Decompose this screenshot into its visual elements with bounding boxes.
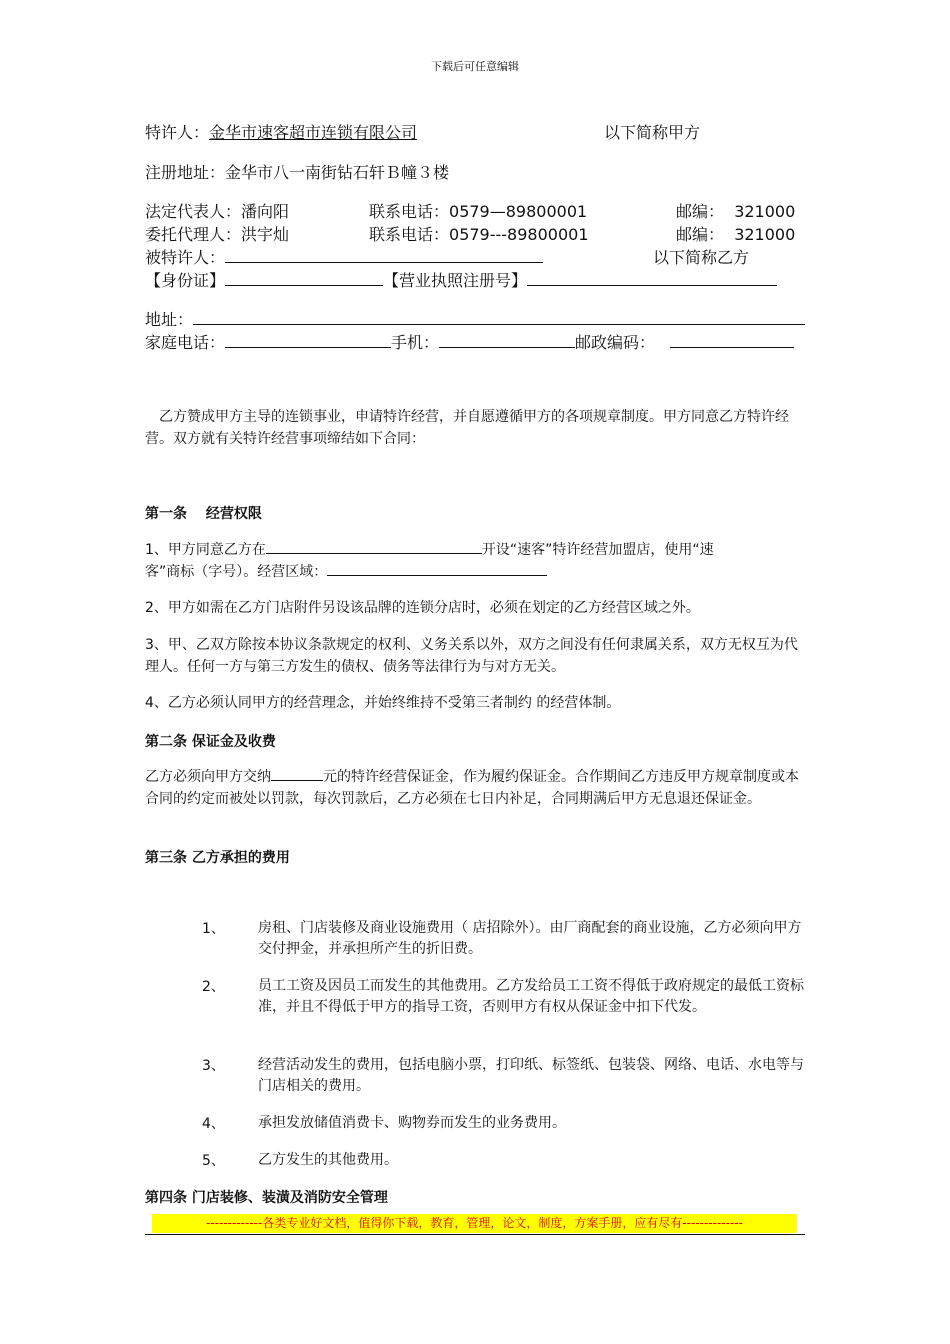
article1-p4: 4、乙方必须认同甲方的经营理念，并始终维持不受第三者制约 的经营体制。 [145,695,621,711]
agent-zip-label: 邮编： [676,225,725,244]
article1-area-blank[interactable] [327,574,547,576]
article2-title: 第二条 保证金及收费 [145,734,276,750]
agent-zip-value: 321000 [734,225,796,244]
article1-p1-b: 开设“速客”特许经营加盟店，使用“速 [481,542,714,558]
article3-item-5-text: 乙方发生的其他费用。 [258,1152,398,1168]
agent-phone-value: 0579---89800001 [449,225,589,244]
franchisor-line [145,120,417,143]
franchisee-address-line [145,307,805,330]
article4-title: 第四条 门店装修、装潢及消防安全管理 [145,1190,388,1206]
rep-zip [676,199,795,222]
article3-item-3-text: 经营活动发生的费用，包括电脑小票，打印纸、标签纸、包装袋、网络、电话、水电等与门店相关的费用。 [258,1057,804,1094]
rep-zip-label: 邮编： [676,202,725,221]
rep-phone-label: 联系电话： [369,202,450,221]
zip-label: 邮政编码： [575,333,656,352]
article1-p1 [145,539,800,583]
article3-item-1-text: 房租、门店装修及商业设施费用（ 店招除外）。由厂商配套的商业设施，乙方必须向甲方交付押金，并承担所产生的折旧费。 [258,920,802,957]
agent-phone-label: 联系电话： [369,225,450,244]
id-label: 【身份证】 [145,271,226,290]
article1-p2: 2、甲方如需在乙方门店附件另设该品牌的连锁分店时，必须在划定的乙方经营区域之外。 [145,600,700,616]
franchisee-name-blank[interactable] [225,261,543,263]
intro-paragraph: 乙方赞成甲方主导的连锁事业，申请特许经营，并自愿遵循甲方的各项规章制度。甲方同意乙方特许经营。双方就有关特许经营事项缔结如下合同： [145,409,789,447]
home-phone-label: 家庭电话： [145,333,226,352]
rep-line [145,199,289,222]
article3-item-3-num: 3、 [202,1058,225,1074]
address-value: 金华市八一南街钻石轩Ｂ幢３楼 [225,163,450,182]
franchisee-address-label: 地址： [145,310,194,329]
header-note: 下载后可任意编辑 [431,60,519,73]
article2-p1-b: 元的特许经营保证金，作为履约保证金。合作期间乙方违反甲方规章制度或本合同的约定而被处以罚款，每次罚款后，乙方必须在七日内补足，合同期满后甲方无息退还保证金。 [145,769,799,807]
franchisor-name: 金华市速客超市连锁有限公司 [209,123,418,142]
agent-name: 洪宇灿 [241,225,290,244]
article1-location-blank[interactable] [266,552,482,554]
footer-banner: -------------各类专业好文档，值得你下载，教育，管理，论文，制度，方案手册，应有尽有-------------- [152,1214,797,1233]
deposit-amount-blank[interactable] [271,779,323,781]
article2-p1-a: 乙方必须向甲方交纳 [145,769,271,785]
article3-item-5-num: 5、 [202,1153,225,1169]
article3-item-4-text: 承担发放储值消费卡、购物券而发生的业务费用。 [258,1115,566,1131]
article3-item-2-text: 员工工资及因员工而发生的其他费用。乙方发给员工工资不得低于政府规定的最低工资标准，并且不得低于甲方的指导工资，否则甲方有权从保证金中扣下代发。 [258,978,804,1015]
franchisee-line [145,245,543,268]
article1-p3: 3、甲、乙双方除按本协议条款规定的权利、义务关系以外，双方之间没有任何隶属关系，双方无权互为代理人。任何一方与第三方发生的债权、债务等法律行为与对方无关。 [145,637,798,675]
article2-p1 [145,766,800,810]
rep-label: 法定代表人： [145,202,242,221]
id-blank[interactable] [225,284,383,286]
license-blank[interactable] [527,284,777,286]
franchisee-address-blank[interactable] [193,323,805,325]
franchisee-label: 被特许人： [145,248,226,267]
article1-p1-c: 客”商标（字号）。经营区域： [145,564,328,580]
franchisor-alias: 以下简称甲方 [604,123,701,142]
id-license-line [145,268,777,291]
article3-item-2-num: 2、 [202,979,225,995]
license-label: 【营业执照注册号】 [383,271,528,290]
agent-phone [369,222,589,245]
rep-phone [369,199,587,222]
zip-blank[interactable] [670,346,794,348]
mobile-label: 手机： [391,333,440,352]
franchisor-address-line [145,160,449,183]
franchisor-label: 特许人： [145,123,210,142]
article3-item-1-num: 1、 [202,921,225,937]
home-phone-blank[interactable] [225,346,391,348]
article3-item-4-num: 4、 [202,1116,225,1132]
footer-divider [145,1234,805,1235]
agent-zip [676,222,795,245]
mobile-blank[interactable] [439,346,575,348]
contact-line [145,330,794,353]
article1-title: 第一条 经营权限 [145,506,262,522]
article3-title: 第三条 乙方承担的费用 [145,850,290,866]
agent-label: 委托代理人： [145,225,242,244]
franchisee-alias: 以下简称乙方 [653,248,750,267]
agent-line [145,222,289,245]
rep-phone-value: 0579—89800001 [449,202,588,221]
rep-zip-value: 321000 [734,202,796,221]
rep-name: 潘向阳 [241,202,290,221]
address-label: 注册地址： [145,163,226,182]
article1-p1-a: 1、甲方同意乙方在 [145,542,266,558]
